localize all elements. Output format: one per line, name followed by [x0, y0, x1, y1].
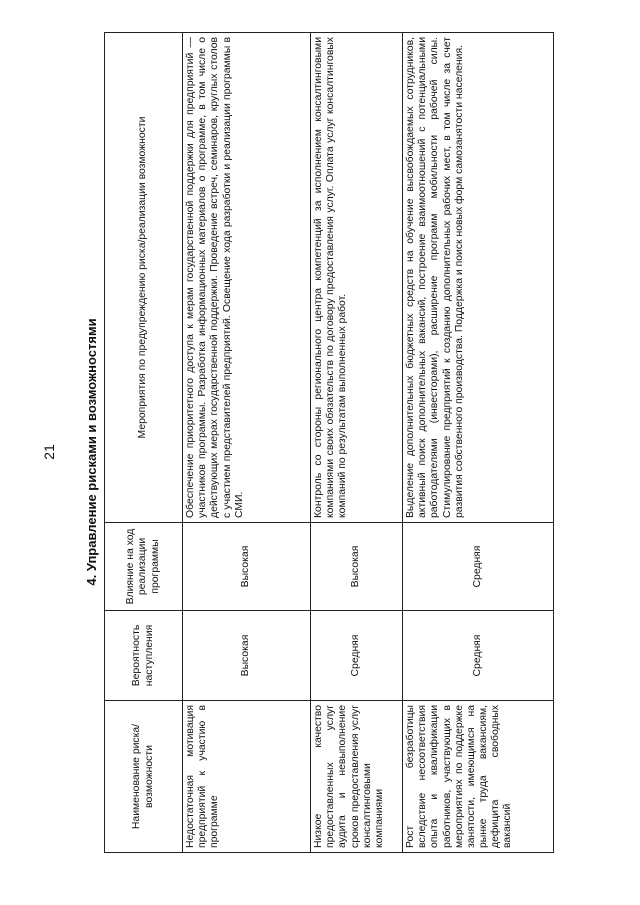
section-title: 4. Управление рисками и возможностями: [84, 318, 99, 586]
risk-table-container: [104, 33, 553, 853]
risk-table: [104, 32, 554, 853]
measures-cell: Обеспечение приоритетного доступа к мерам государственной поддержки для предприятий — участников программы. Разработка информационных материалов о программе, в том числе о действующих мерах государственной поддержки. Проведение встреч, семинаров, круглых столов с участием представителей предприятий. Освещение хода разработки и реализации программы в СМИ.: [183, 33, 311, 523]
risk-name-cell: Недостаточная мотивация предприятий к участию в программе: [183, 701, 311, 853]
table-row: [183, 33, 311, 853]
probability-cell: Средняя: [311, 611, 403, 701]
table-row: [403, 33, 554, 853]
header-risk-name: Наименование риска/возможности: [105, 701, 183, 853]
impact-cell: Высокая: [183, 523, 311, 611]
risk-name-cell: Рост безработицы вследствие несоответствия опыта и квалификации работников, участвующих в мероприятиях по поддержке занятости, имеющимся на рынке труда вакансиям, дефицита свободных вакансий: [403, 701, 554, 853]
header-impact: Влияние на ход реализации программы: [105, 523, 183, 611]
risk-name-cell: Низкое качество предоставленных услуг аудита и невыполнение сроков предоставления услуг консалтинговыми компаниями: [311, 701, 403, 853]
header-measures: Мероприятия по предупреждению риска/реализации возможности: [105, 33, 183, 523]
measures-cell: Выделение дополнительных бюджетных средств на обучение высвобождаемых сотрудников, активный поиск дополнительных вакансий, построение взаимоотношений с потенциальными работодателями (инвесторами), расширение программ мобильности рабочей силы. Стимулирование предприятий к созданию дополнительных рабочих мест, в том числе за счет развития собственного производства. Поддержка и поиск новых форм самозанятости населения.: [403, 33, 554, 523]
table-header-row: [105, 33, 183, 853]
probability-cell: Высокая: [183, 611, 311, 701]
impact-cell: Высокая: [311, 523, 403, 611]
header-probability: Вероятность наступления: [105, 611, 183, 701]
measures-cell: Контроль со стороны регионального центра компетенций за исполнением консалтинговыми компаниями своих обязательств по договору предоставления услуг. Оплата услуг консалтинговых компаний по результатам выполненных работ.: [311, 33, 403, 523]
page-number: 21: [41, 444, 57, 460]
table-row: [311, 33, 403, 853]
impact-cell: Средняя: [403, 523, 554, 611]
probability-cell: Средняя: [403, 611, 554, 701]
